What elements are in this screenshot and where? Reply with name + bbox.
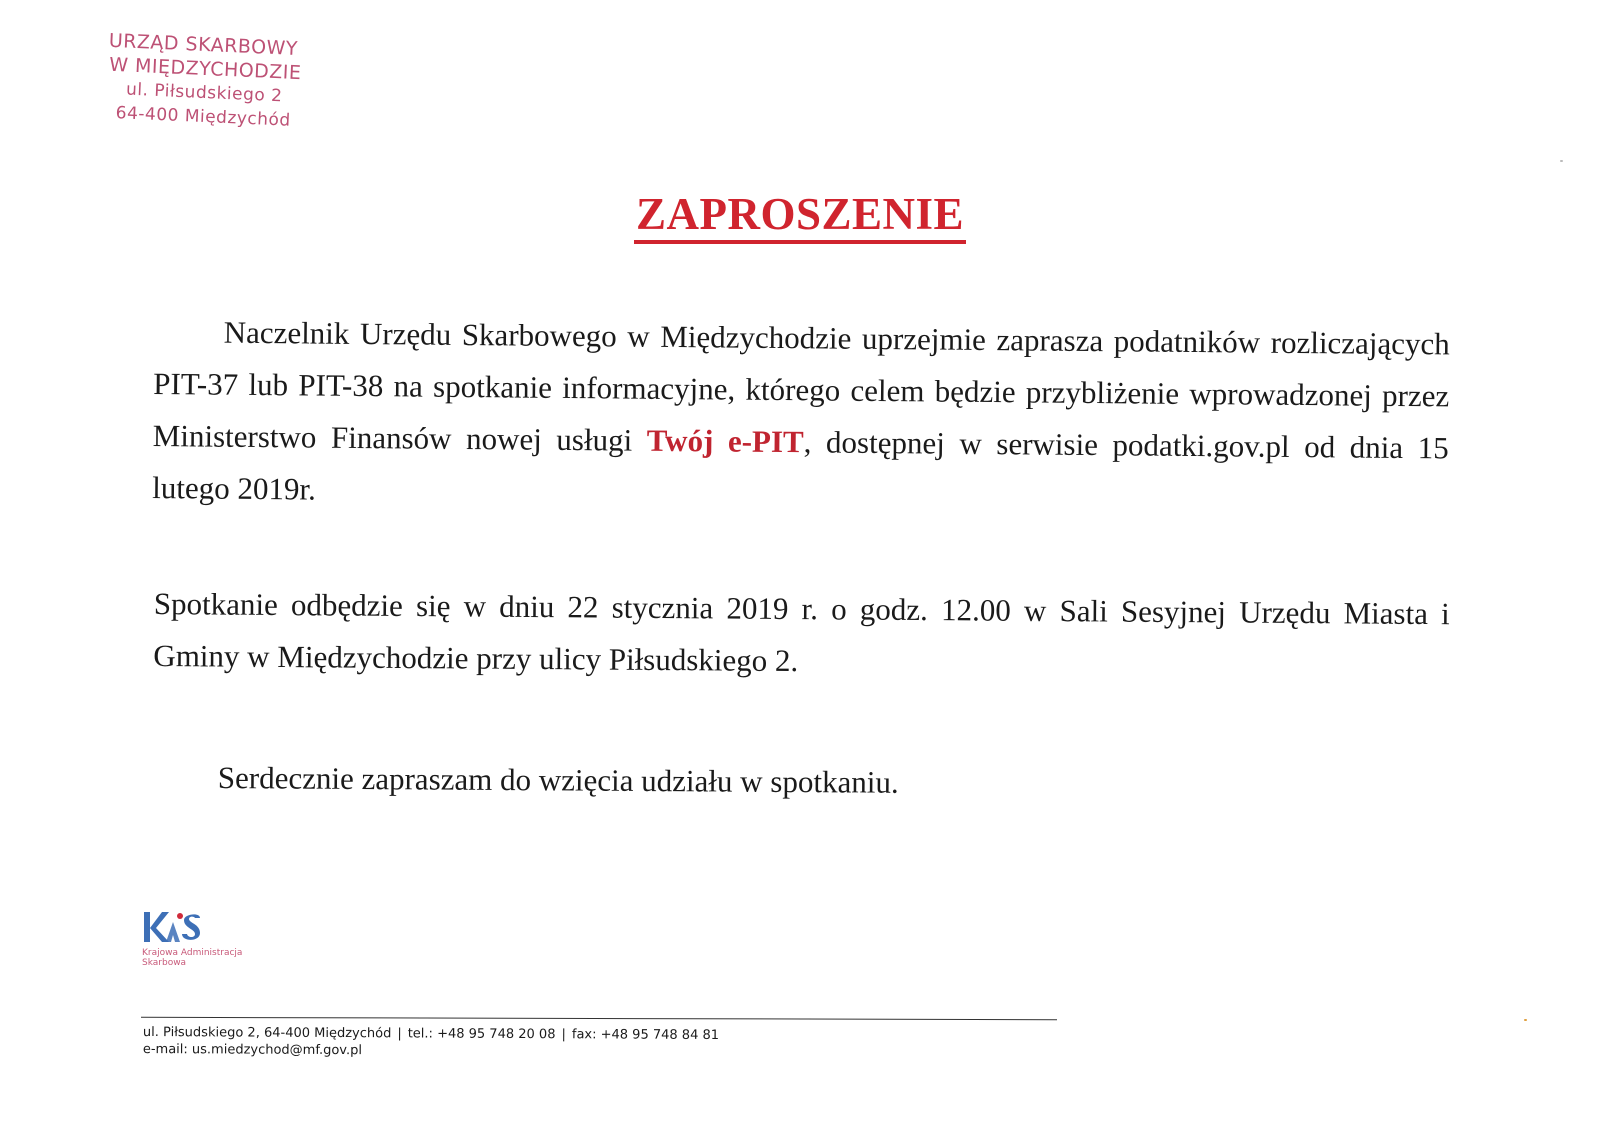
paragraph3-text: Serdecznie zapraszam do wzięcia udziału w spotkaniu. (217, 759, 899, 800)
paragraph2-text: Spotkanie odbędzie się w dniu 22 stycznia 2019 r. o godz. 12.00 w Sali Sesyjnej Urzędu Miasta i Gminy w Międzychodzie przy ulicy Piłsudskiego 2. (153, 585, 1450, 679)
kas-logo-icon (142, 908, 204, 946)
paragraph-meeting-details (153, 578, 1450, 692)
paragraph1-text: Naczelnik Urzędu Skarbowego w Międzychodzie uprzejmie zaprasza podatników rozliczających PIT-37 lub PIT-38 na spotkanie informacyjne, którego celem będzie przybliżenie wprowadzonej przez Ministerstwo Finansów nowej usługi (152, 314, 1450, 458)
stamp-line-city: W MIĘDZYCHODZIE (108, 53, 302, 85)
scan-speck (1524, 1019, 1527, 1021)
logo-caption-line1: Krajowa Administracja (142, 948, 243, 958)
stamp-line-street: ul. Piłsudskiego 2 (125, 79, 283, 107)
footer-line-2 (143, 1041, 719, 1061)
footer-divider (141, 1017, 1057, 1020)
logo-caption (142, 948, 282, 968)
footer-phone: tel.: +48 95 748 20 08 (407, 1026, 556, 1043)
office-stamp (88, 28, 322, 134)
paragraph-closing (218, 752, 1118, 810)
footer-separator: | (397, 1026, 402, 1042)
stamp-line-office: URZĄD SKARBOWY (108, 29, 299, 60)
paragraph-invitation (152, 306, 1450, 526)
kas-logo (142, 908, 282, 968)
footer-fax: fax: +48 95 748 84 81 (571, 1027, 720, 1044)
footer-email: e-mail: us.miedzychod@mf.gov.pl (142, 1041, 363, 1059)
footer-contact (143, 1024, 719, 1061)
stamp-line-postcode: 64-400 Międzychód (115, 103, 292, 131)
service-name-highlight: Twój e-PIT (646, 422, 804, 460)
logo-caption-line2: Skarbowa (142, 958, 187, 968)
title-text: ZAPROSZENIE (634, 188, 966, 244)
paragraph1-tail: , dostępnej w serwisie podatki.gov.pl od dnia 15 lutego 2019r. (152, 424, 1449, 507)
footer-address: ul. Piłsudskiego 2, 64-400 Międzychód (142, 1025, 392, 1042)
document-title (0, 188, 1600, 244)
scan-speck (1560, 160, 1563, 162)
footer-separator: | (561, 1027, 566, 1043)
